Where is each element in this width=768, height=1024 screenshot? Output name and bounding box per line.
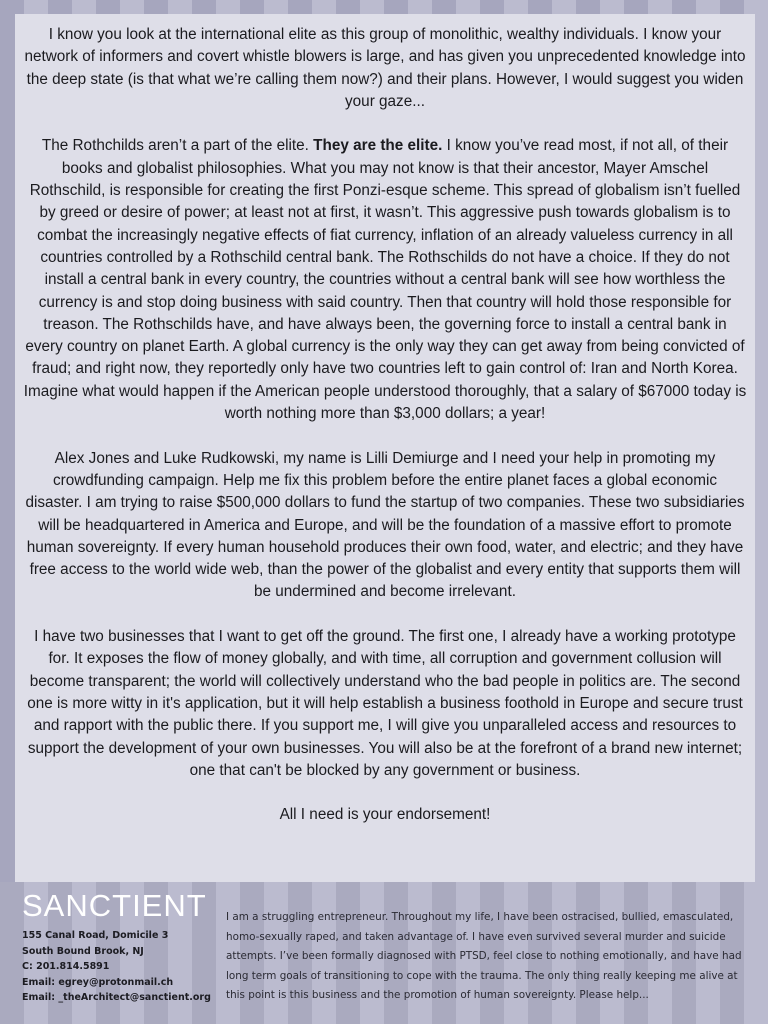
- contact-address-line1: 155 Canal Road, Domicile 3: [22, 930, 169, 941]
- paragraph-businesses: I have two businesses that I want to get off the ground. The first one, I already have a working prototype for. It exposes the flow of money globally, and with time, all corruption and government collusion will become transparent; the world will collectively understand who the bad people in politics are. The second one is more witty in it's application, but it will help establish a business foothold in Europe and secure trust and rapport with the public there. If you support me, I will give you unparalleled access and resources to support the development of your own businesses. You will also be at the forefront of a brand new internet; one that can't be blocked by any government or business.: [27, 628, 743, 779]
- paragraph-rothschilds: [23, 135, 747, 425]
- letter-body: [15, 14, 755, 882]
- footer: [0, 882, 768, 1024]
- contact-email-1: Email: egrey@protonmail.ch: [22, 976, 174, 988]
- paragraph-appeal: Alex Jones and Luke Rudkowski, my name is Lilli Demiurge and I need your help in promoting my crowdfunding campaign. Help me fix this problem before the entire planet faces a global economic disaster. I am trying to raise $500,000 dollars to fund the startup of two companies. These two subsidiaries will be headquartered in America and Europe, and will be the foundation of a massive effort to promote human sovereignty. If every human household produces their own food, water, and electric; and they have free access to the world wide web, than the power of the globalist and every entity that supports them will be undermined and become irrelevant.: [25, 449, 745, 601]
- contact-phone: C: 201.814.5891: [22, 961, 110, 973]
- brand-logo: SANCTIENT: [22, 888, 207, 923]
- rothschilds-emphasis: They are the elite.: [313, 137, 443, 155]
- author-bio: I am a struggling entrepreneur. Throughout my life, I have been ostracised, bullied, emasculated, homo-sexually raped, and taken advantage of. I have even survived several murder and suicide attempts. I’ve been formally diagnosed with PTSD, feel close to nothing emotionally, and have had long term goals of transitioning to cope with the trauma. The only thing really keeping me alive at this point is this business and the promotion of human sovereignty. Please help...: [226, 911, 742, 1001]
- contact-block: [22, 928, 211, 1006]
- contact-email-2: Email: _theArchitect@sanctient.org: [22, 992, 211, 1004]
- rothschilds-lead: The Rothchilds aren’t a part of the elite.: [41, 137, 314, 155]
- contact-address-line2: South Bound Brook, NJ: [22, 945, 144, 957]
- paragraph-intro: I know you look at the international elite as this group of monolithic, wealthy individuals. I know your network of informers and covert whistle blowers is large, and has given you unprecedented knowledge into the deep state (is that what we’re calling them now?) and their plans. However, I would suggest you widen your gaze...: [24, 26, 746, 110]
- paragraph-closing: All I need is your endorsement!: [279, 806, 491, 824]
- rothschilds-rest: I know you’ve read most, if not all, of their books and globalist philosophies. What you may not know is that their ancestor, Mayer Amschel Rothschild, is responsible for creating the first Ponzi-esque scheme. This spread of globalism isn’t fuelled by greed or desire of power; at least not at first, it wasn’t. This aggressive push towards globalism is to combat the increasingly negative effects of fiat currency, inflation of an already valueless currency in all countries controlled by a Rothschild central bank. The Rothschilds do not have a choice. If they do not install a central bank in every country, the countries without a central bank will see how worthless the currency is and stop doing business with said country. Then that country will hold those responsible for treason. The Rothschilds have, and have always been, the governing force to install a central bank in every country on planet Earth. A global currency is the only way they can get away from being convicted of fraud; and right now, they reportedly only have two countries left to gain control of: Iran and North Korea. Imagine what would happen if the American people understood thoroughly, that a salary of $67000 today is worth nothing more than $3,000 dollars; a year!: [23, 137, 747, 423]
